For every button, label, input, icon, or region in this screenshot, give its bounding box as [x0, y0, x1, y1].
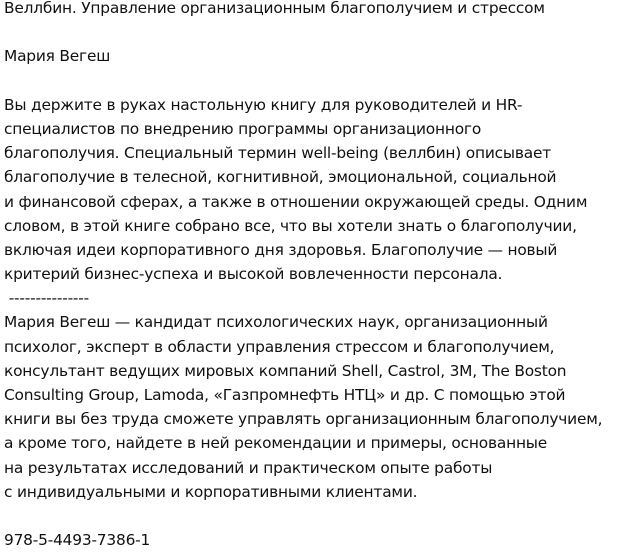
author-bio [4, 310, 621, 504]
description-line: включая идеи корпоративного дня здоровья. Благополучие — новый [4, 240, 558, 259]
book-title: Веллбин. Управление организационным благополучием и стрессом [4, 0, 545, 17]
bio-line: с индивидуальными и корпоративными клиентами. [4, 482, 418, 501]
bio-line: на результатах исследований и практическом опыте работы [4, 458, 493, 477]
description-line: Вы держите в руках настольную книгу для руководителей и HR- [4, 95, 523, 114]
bio-line: консультант ведущих мировых компаний Shell, Castrol, 3M, The Boston [4, 361, 567, 380]
bio-line: психолог, эксперт в области управления стрессом и благополучием, [4, 337, 555, 356]
description-line: и финансовой сферах, а также в отношении окружающей среды. Одним [4, 192, 588, 211]
description-line: благополучие в телесной, когнитивной, эмоциональной, социальной [4, 168, 557, 187]
description-line: специалистов по внедрению программы организационного [4, 119, 482, 138]
book-author: Мария Вегеш [4, 47, 111, 66]
bio-line: а кроме того, найдете в ней рекомендации и примеры, основанные [4, 434, 548, 453]
spacer [4, 20, 621, 44]
description-line: критерий бизнес-успеха и высокой вовлеченности персонала. [4, 265, 503, 284]
spacer [4, 69, 621, 93]
bio-line: Consulting Group, Lamoda, «Газпромнефть НТЦ» и др. С помощью этой [4, 386, 566, 404]
bio-line: Мария Вегеш — кандидат психологических наук, организационный [4, 313, 548, 332]
separator-line: --------------- [4, 289, 89, 308]
description-line: благополучия. Специальный термин well-being (веллбин) описывает [4, 144, 551, 163]
spacer [4, 504, 621, 528]
bio-line: книги вы без труда сможете управлять организационным благополучием, [4, 410, 603, 429]
book-description [4, 93, 621, 287]
description-line: словом, в этой книге собрано все, что вы хотели знать о благополучии, [4, 216, 577, 235]
isbn: 978-5-4493-7386-1 [4, 531, 151, 550]
